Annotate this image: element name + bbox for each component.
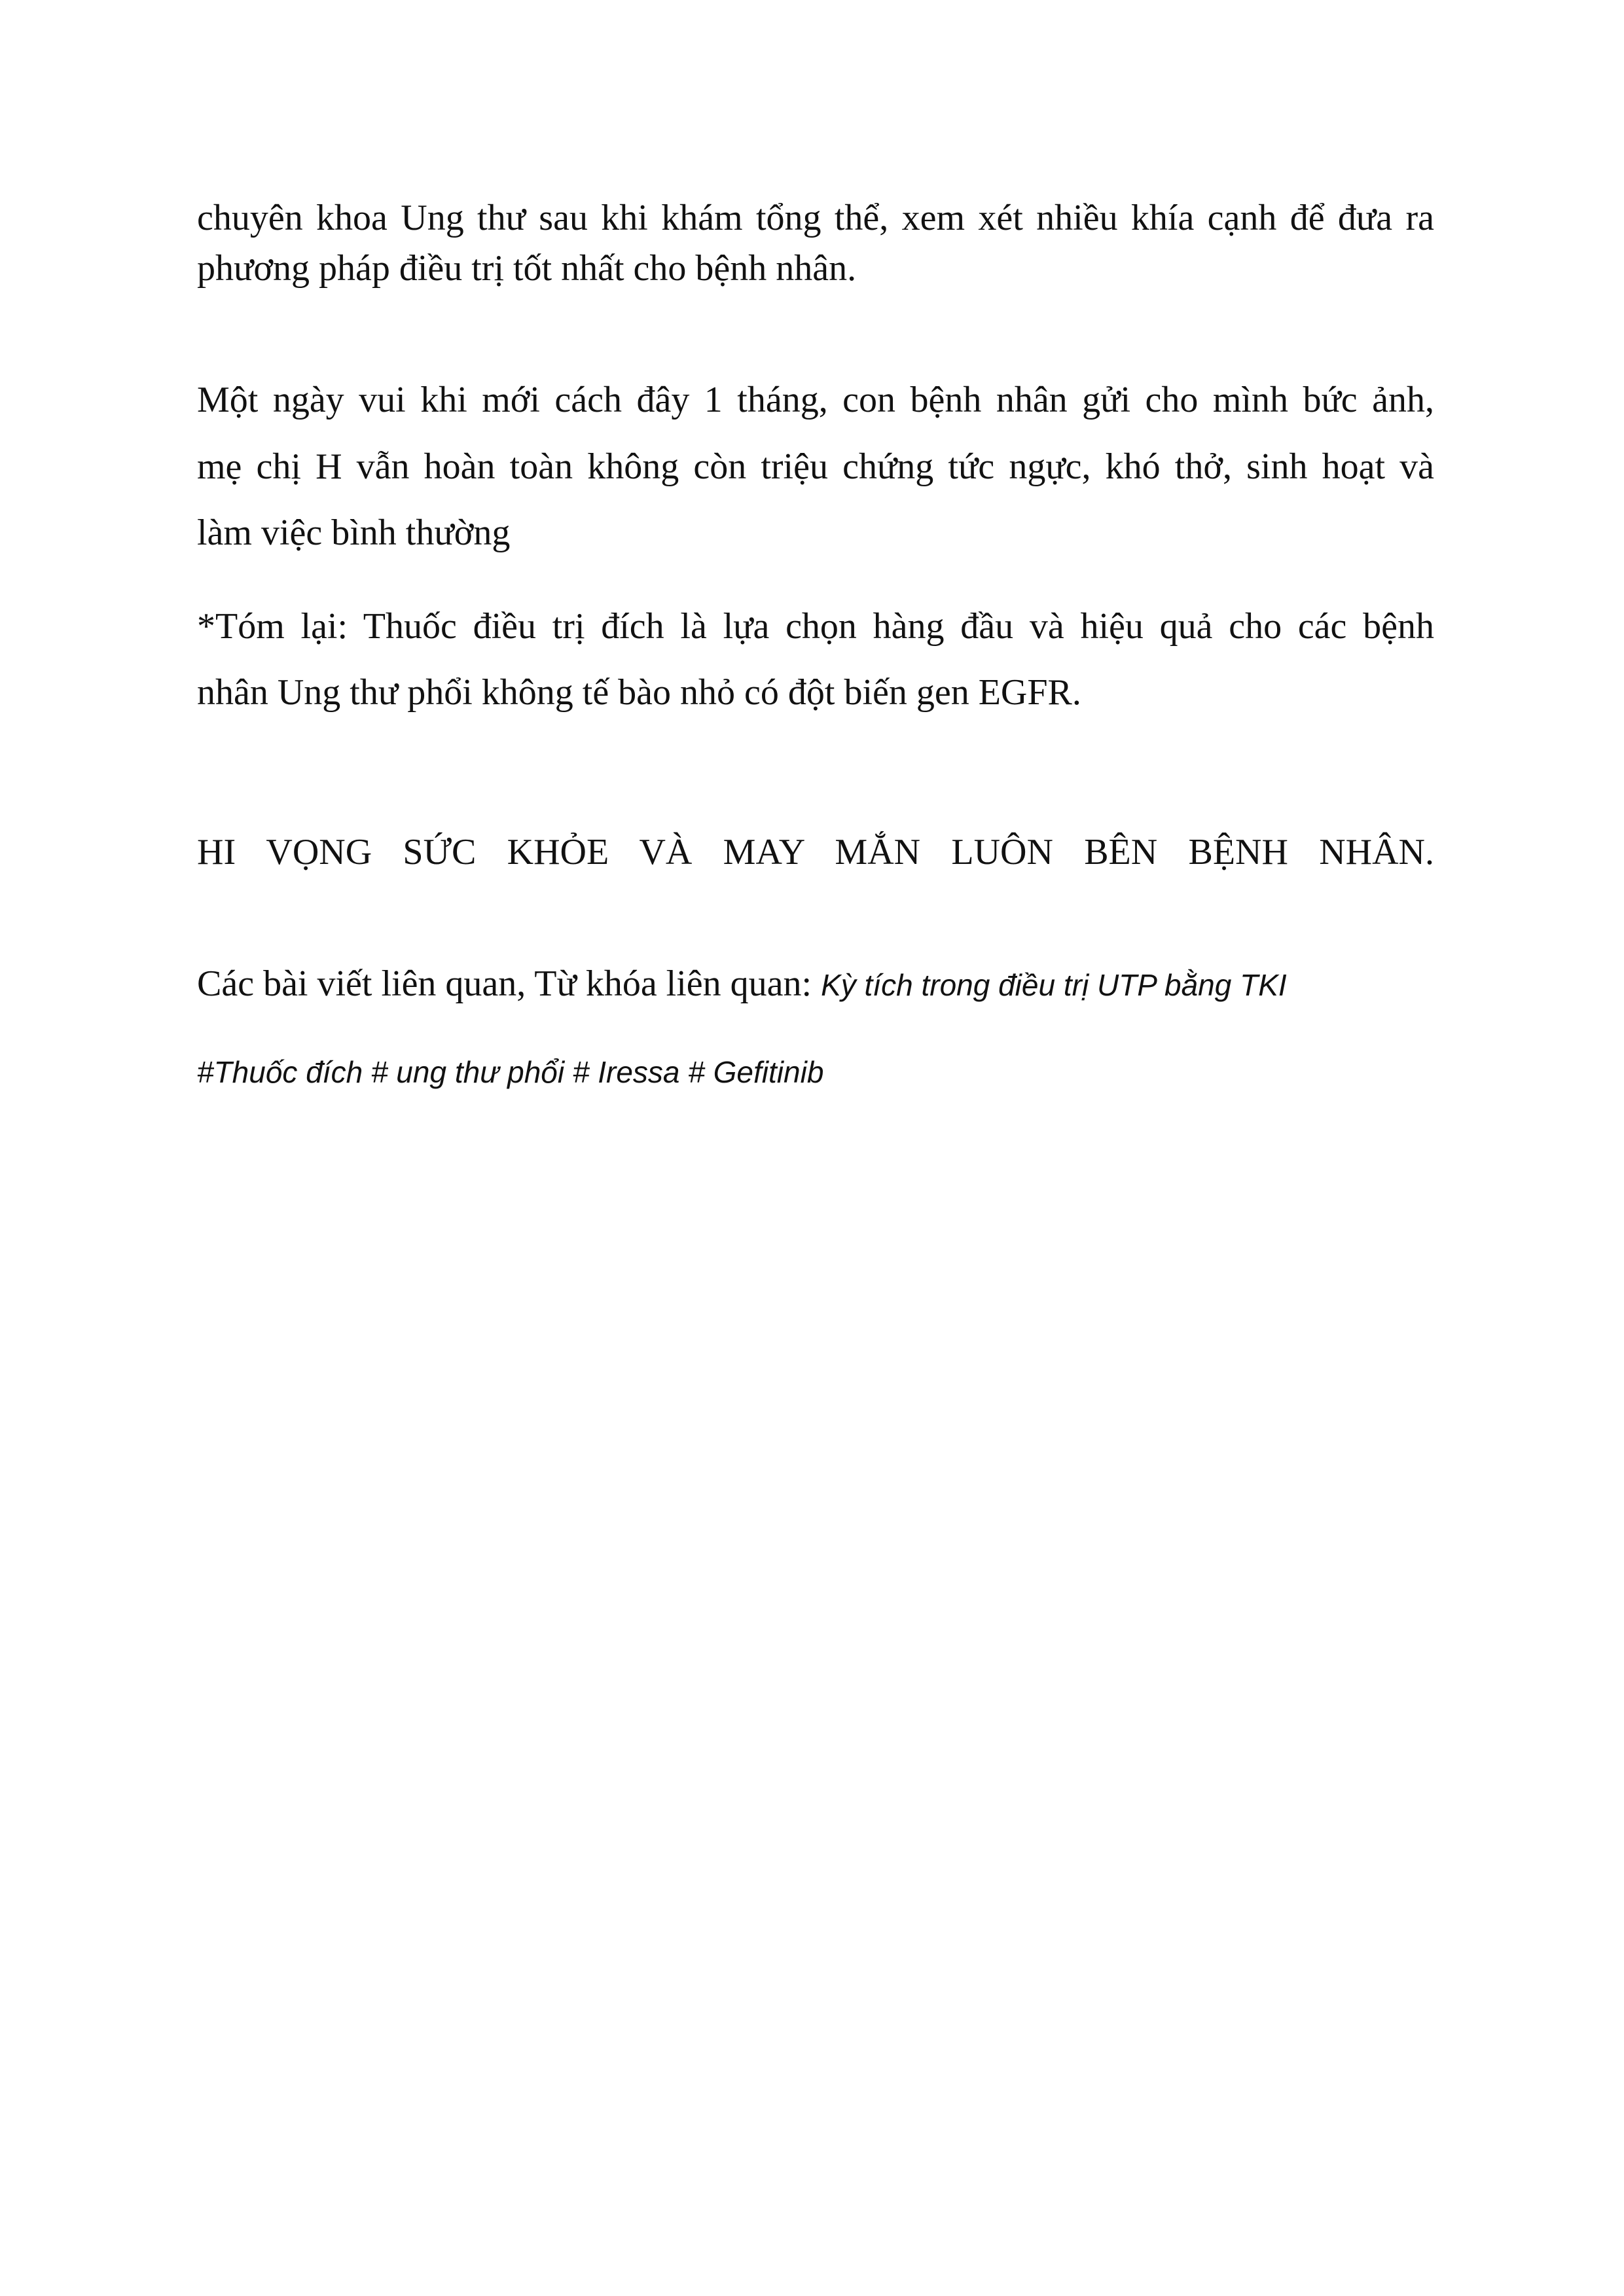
summary-line-2: nhân Ung thư phổi không tế bào nhỏ có đột biến gen EGFR.	[197, 672, 1081, 713]
closing-line: HI VỌNG SỨC KHỎE VÀ MAY MẮN LUÔN BÊN BỆNH NHÂN.	[197, 832, 1434, 872]
paragraph-2-line-1: Một ngày vui khi mới cách đây 1 tháng, con bệnh nhân gửi cho mình bức ảnh,	[197, 380, 1434, 420]
related-article-link[interactable]: Kỳ tích trong điều trị UTP bằng TKI	[821, 968, 1287, 1002]
paragraph-1-line-2: phương pháp điều trị tốt nhất cho bệnh nhân.	[197, 248, 857, 289]
paragraph-2-line-2: mẹ chị H vẫn hoàn toàn không còn triệu chứng tức ngực, khó thở, sinh hoạt và	[197, 446, 1434, 487]
summary-line-1: *Tóm lại: Thuốc điều trị đích là lựa chọn hàng đầu và hiệu quả cho các bệnh	[197, 606, 1434, 647]
hashtags-line: #Thuốc đích # ung thư phổi # Iressa # Gefitinib	[197, 1055, 824, 1089]
paragraph-2-line-3: làm việc bình thường	[197, 512, 511, 553]
related-articles-line	[197, 962, 1287, 1006]
paragraph-1-line-1: chuyên khoa Ung thư sau khi khám tổng thể, xem xét nhiều khía cạnh để đưa ra	[197, 198, 1434, 238]
related-articles-prefix: Các bài viết liên quan, Từ khóa liên quan:	[197, 963, 821, 1004]
